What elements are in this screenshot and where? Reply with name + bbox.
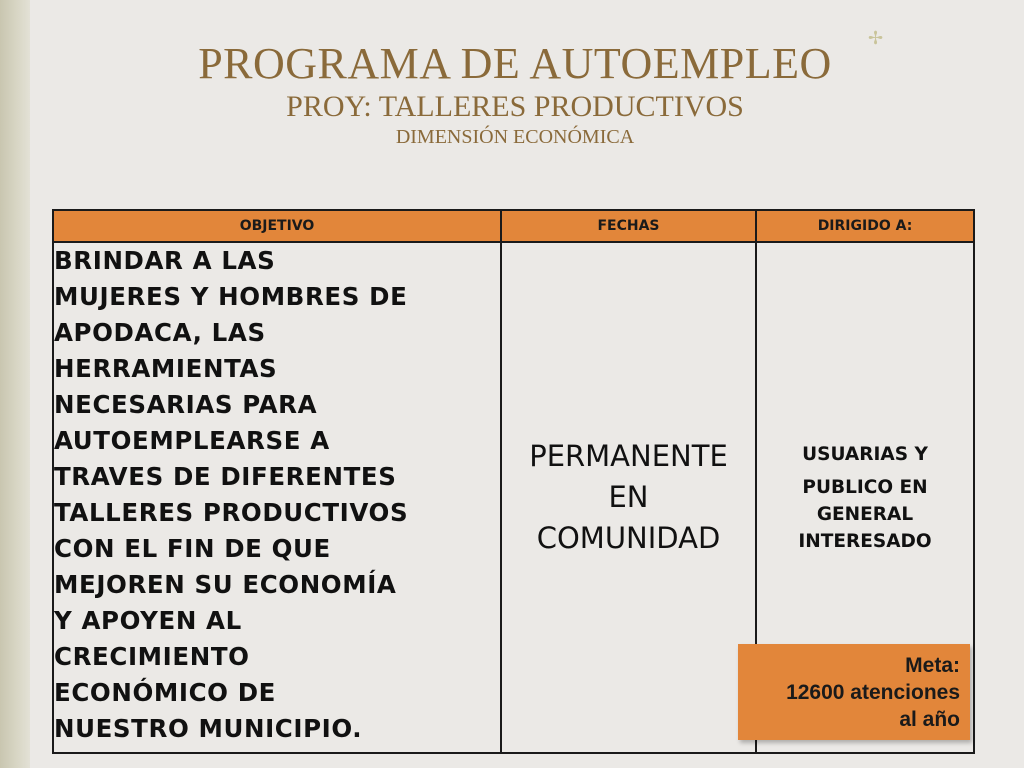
objective-line: NUESTRO MUNICIPIO. xyxy=(54,714,363,743)
header-fechas: FECHAS xyxy=(501,210,756,242)
header-dirigido: DIRIGIDO A: xyxy=(756,210,974,242)
goal-box xyxy=(738,644,970,740)
goal-value: 12600 atenciones xyxy=(786,681,960,704)
left-decorative-bar xyxy=(0,0,30,768)
objective-line: TALLERES PRODUCTIVOS xyxy=(54,498,409,527)
objective-line: HERRAMIENTAS xyxy=(54,354,278,383)
four-point-star-icon: ✢ xyxy=(868,28,884,49)
objective-line: BRINDAR A LAS xyxy=(54,246,276,275)
objective-line: Y APOYEN AL xyxy=(54,606,242,635)
table-header-row xyxy=(53,210,974,242)
audience-line: INTERESADO xyxy=(798,530,932,552)
objective-line: TRAVES DE DIFERENTES xyxy=(54,462,397,491)
objective-line: MEJOREN SU ECONOMÍA xyxy=(54,570,397,599)
objective-line: MUJERES Y HOMBRES DE xyxy=(54,282,408,311)
objective-line: CON EL FIN DE QUE xyxy=(54,534,331,563)
goal-period: al año xyxy=(899,708,960,731)
audience-line: GENERAL xyxy=(816,503,914,525)
objective-line: NECESARIAS PARA xyxy=(54,390,318,419)
title-block xyxy=(40,38,990,150)
dates-line: EN xyxy=(608,480,649,514)
page-subtitle: PROY: TALLERES PRODUCTIVOS xyxy=(286,90,744,123)
goal-label: Meta: xyxy=(905,654,960,677)
objective-line: ECONÓMICO DE xyxy=(54,678,276,707)
objective-cell xyxy=(53,242,501,753)
dates-line: COMUNIDAD xyxy=(536,521,721,555)
header-objetivo: OBJETIVO xyxy=(53,210,501,242)
page-title: PROGRAMA DE AUTOEMPLEO xyxy=(198,39,832,88)
dates-line: PERMANENTE xyxy=(529,439,728,473)
audience-line: PUBLICO EN xyxy=(802,476,928,498)
page-dimension: DIMENSIÓN ECONÓMICA xyxy=(395,126,635,148)
objective-line: APODACA, LAS xyxy=(54,318,266,347)
objective-line: CRECIMIENTO xyxy=(54,642,250,671)
dates-cell xyxy=(501,242,756,753)
audience-line: USUARIAS Y xyxy=(802,443,928,465)
objective-line: AUTOEMPLEARSE A xyxy=(54,426,330,455)
